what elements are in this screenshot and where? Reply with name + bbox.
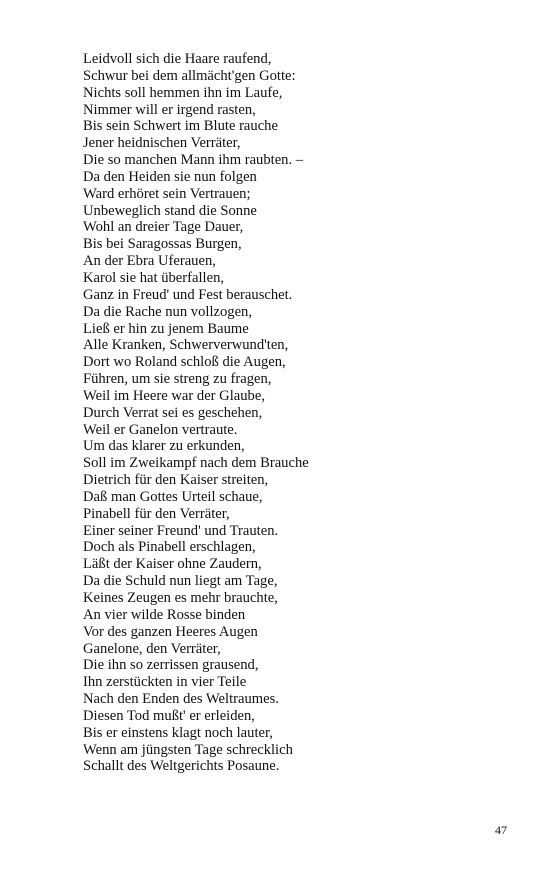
poem-line: Um das klarer zu erkunden,: [83, 438, 245, 455]
poem-line: Nach den Enden des Weltraumes.: [83, 691, 279, 708]
poem-line: Weil er Ganelon vertraute.: [83, 421, 238, 438]
poem-line: Wohl an dreier Tage Dauer,: [83, 219, 244, 236]
poem-line: Diesen Tod mußt' er erleiden,: [83, 707, 255, 724]
poem-line: Die ihn so zerrissen grausend,: [83, 657, 259, 674]
poem-line: Bis sein Schwert im Blute rauche: [83, 118, 278, 135]
poem-line: Vor des ganzen Heeres Augen: [83, 623, 258, 640]
poem-line: Karol sie hat überfallen,: [83, 269, 225, 286]
poem-line: Da die Rache nun vollzogen,: [83, 303, 252, 320]
poem-line: Einer seiner Freund' und Trauten.: [83, 522, 279, 539]
poem-line: Führen, um sie streng zu fragen,: [83, 371, 272, 388]
poem-line: Schallt des Weltgerichts Posaune.: [83, 758, 280, 775]
page-number: 47: [495, 823, 507, 837]
poem-line: Nichts soll hemmen ihn im Laufe,: [83, 84, 283, 101]
poem-line: Da die Schuld nun liegt am Tage,: [83, 573, 278, 590]
poem-line: Bis er einstens klagt noch lauter,: [83, 724, 273, 741]
poem-line: Weil im Heere war der Glaube,: [83, 387, 265, 404]
poem-line: Läßt der Kaiser ohne Zaudern,: [83, 556, 262, 573]
poem-line: Ward erhöret sein Vertrauen;: [83, 185, 251, 202]
poem-line: Ihn zerstückten in vier Teile: [83, 674, 247, 691]
poem-line: An vier wilde Rosse binden: [83, 606, 246, 623]
poem-line: Wenn am jüngsten Tage schrecklich: [83, 741, 293, 758]
poem-line: Die so manchen Mann ihm raubten. –: [83, 152, 304, 169]
poem-line: Jener heidnischen Verräter,: [83, 135, 241, 152]
poem-line: Pinabell für den Verräter,: [83, 505, 230, 522]
poem-line: An der Ebra Uferauen,: [83, 253, 216, 270]
poem-line: Ganelone, den Verräter,: [83, 640, 221, 657]
poem-line: Keines Zeugen es mehr brauchte,: [83, 590, 278, 606]
poem-line: Ließ er hin zu jenem Baume: [83, 320, 249, 337]
poem-line: Doch als Pinabell erschlagen,: [83, 539, 256, 556]
poem-line: Dietrich für den Kaiser streiten,: [83, 472, 269, 489]
poem-line: Alle Kranken, Schwerverwund'ten,: [83, 337, 289, 354]
poem-line: Unbeweglich stand die Sonne: [83, 202, 257, 219]
poem-line: Nimmer will er irgend rasten,: [83, 101, 256, 118]
poem-text: [83, 51, 503, 775]
poem-line: Ganz in Freud' und Fest berauschet.: [83, 286, 293, 303]
poem-line: Durch Verrat sei es geschehen,: [83, 404, 263, 421]
poem-line: Schwur bei dem allmächt'gen Gotte:: [83, 67, 296, 84]
poem-line: Bis bei Saragossas Burgen,: [83, 236, 242, 253]
poem-line: Da den Heiden sie nun folgen: [83, 168, 257, 185]
poem-line: Dort wo Roland schloß die Augen,: [83, 354, 286, 371]
poem-line: Daß man Gottes Urteil schaue,: [83, 488, 263, 505]
poem-line: Soll im Zweikampf nach dem Brauche: [83, 455, 309, 472]
poem-line: Leidvoll sich die Haare raufend,: [83, 51, 272, 67]
